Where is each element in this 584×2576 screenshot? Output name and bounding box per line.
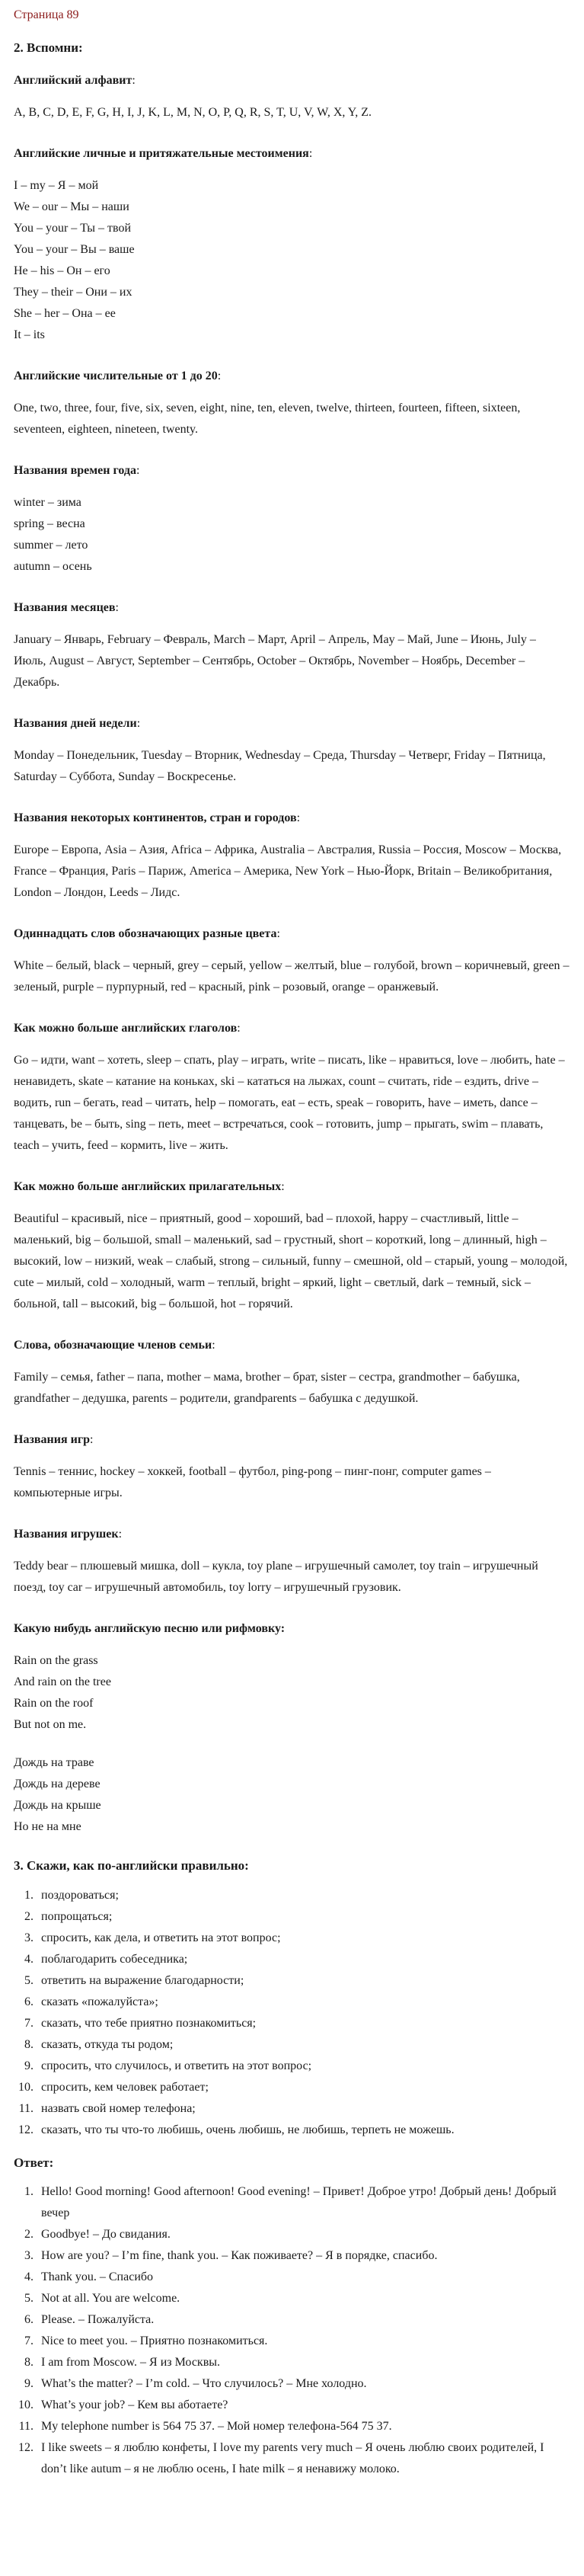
list-item: 2. Goodbye! – До свидания. [37, 2224, 570, 2245]
colors-heading: Одиннадцать слов обозначающих разные цвета: [14, 926, 280, 940]
poem-line: Дождь на траве [14, 1755, 94, 1769]
months-text: January – Январь, February – Февраль, March – Март, April – Апрель, May – Май, June – Июнь, July – Июль, August – Август, September – Сентябрь, October – Октябрь, November – Ноябрь, December – Декабрь. [14, 632, 536, 689]
list-item: 11. My telephone number is 564 75 37. – Мой номер телефона-564 75 37. [37, 2416, 570, 2437]
poem-line: And rain on the tree [14, 1675, 111, 1688]
alphabet-text: A, B, C, D, E, F, G, H, I, J, K, L, M, N, O, P, Q, R, S, T, U, V, W, X, Y, Z. [14, 105, 372, 119]
games-text: Tennis – теннис, hockey – хоккей, football – футбол, ping-pong – пинг-понг, computer games – компьютерные игры. [14, 1464, 491, 1499]
section-2-title: 2. Вспомни: [14, 40, 83, 55]
season-line: autumn – осень [14, 559, 92, 573]
pronoun-line: We – our – Мы – наши [14, 200, 129, 213]
season-line: winter – зима [14, 495, 81, 509]
list-item: 7. Nice to meet you. – Приятно познакомиться. [37, 2331, 570, 2352]
list-item: 2. попрощаться; [37, 1906, 570, 1928]
family-text: Family – семья, father – папа, mother – мама, brother – брат, sister – сестра, grandmother – бабушка, grandfather – дедушка, parents – родители, grandparents – бабушка с дедушкой. [14, 1370, 520, 1405]
pronouns-heading: Английские личные и притяжательные местоимения: [14, 146, 313, 160]
adjectives-text: Beautiful – красивый, nice – приятный, good – хороший, bad – плохой, happy – счастливый, little – маленький, big – большой, small – маленький, sad – грустный, short – короткий, long – длинный, high – высокий, low – низкий, weak – слабый, strong – сильный, funny – смешной, old – старый, young – молодой, cute – милый, cold – холодный, warm – теплый, bright – яркий, light – светлый, dark – темный, sick – больной, tall – высокий, big – большой, hot – горячий. [14, 1211, 568, 1310]
months-heading: Названия месяцев: [14, 600, 119, 614]
adjectives-heading: Как можно больше английских прилагательных: [14, 1179, 285, 1193]
poem-line: Rain on the roof [14, 1696, 94, 1710]
pronoun-line: They – their – Они – их [14, 285, 132, 299]
pronoun-line: You – your – Вы – ваше [14, 242, 135, 256]
verbs-text: Go – идти, want – хотеть, sleep – спать, play – играть, write – писать, like – нравиться, love – любить, hate – ненавидеть, skate – катание на коньках, ski – кататься на лыжах, count – считать, ride – ездить, drive – водить, run – бегать, read – читать, help – помогать, eat – есть, speak – говорить, have – иметь, dance – танцевать, be – быть, sing – петь, meet – встречаться, cook – готовить, jump – прыгать, swim – плавать, teach – учить, feed – кормить, live – жить. [14, 1053, 565, 1152]
family-heading: Слова, обозначающие членов семьи: [14, 1338, 215, 1352]
toys-heading: Названия игрушек: [14, 1527, 123, 1541]
pronoun-line: She – her – Она – ее [14, 306, 116, 320]
song-heading: Какую нибудь английскую песню или рифмовку: [14, 1621, 286, 1635]
season-line: spring – весна [14, 517, 85, 530]
pronoun-line: It – its [14, 328, 45, 341]
list-item: 1. поздороваться; [37, 1885, 570, 1906]
pronouns-list [14, 175, 570, 346]
list-item: 10. спросить, кем человек работает; [37, 2077, 570, 2098]
list-item: 8. сказать, откуда ты родом; [37, 2034, 570, 2056]
toys-text: Teddy bear – плюшевый мишка, doll – кукла, toy plane – игрушечный самолет, toy train – игрушечный поезд, toy car – игрушечный автомобиль, toy lorry – игрушечный грузовик. [14, 1559, 538, 1594]
list-item: 5. Not at all. You are welcome. [37, 2288, 570, 2309]
list-item: 6. сказать «пожалуйста»; [37, 1992, 570, 2013]
list-item: 4. Thank you. – Спасибо [37, 2267, 570, 2288]
list-item: 12. сказать, что ты что-то любишь, очень любишь, не любишь, терпеть не можешь. [37, 2120, 570, 2141]
colors-text: White – белый, black – черный, grey – серый, yellow – желтый, blue – голубой, brown – коричневый, green – зеленый, purple – пурпурный, red – красный, pink – розовый, orange – оранжевый. [14, 958, 570, 994]
poem-line: Дождь на дереве [14, 1777, 101, 1790]
page-label: Страница 89 [14, 8, 79, 21]
section-3-title: 3. Скажи, как по-английски правильно: [14, 1858, 249, 1873]
list-item: 11. назвать свой номер телефона; [37, 2098, 570, 2120]
poem-line: Но не на мне [14, 1819, 81, 1833]
song-russian [14, 1752, 570, 1838]
seasons-heading: Названия времен года: [14, 463, 140, 477]
season-line: summer – лето [14, 538, 88, 552]
list-item: 12. I like sweets – я люблю конфеты, I love my parents very much – Я очень люблю своих родителей, I don’t like autum – я не люблю осень, I hate milk – я ненавижу молоко. [37, 2437, 570, 2480]
list-item: 5. ответить на выражение благодарности; [37, 1970, 570, 1992]
task-list [14, 1885, 570, 2141]
answer-list [14, 2181, 570, 2480]
list-item: 1. Hello! Good morning! Good afternoon! Good evening! – Привет! Доброе утро! Добрый день! Добрый вечер [37, 2181, 570, 2224]
weekdays-heading: Названия дней недели: [14, 716, 141, 730]
list-item: 7. сказать, что тебе приятно познакомиться; [37, 2013, 570, 2034]
list-item: 8. I am from Moscow. – Я из Москвы. [37, 2352, 570, 2373]
poem-line: But not on me. [14, 1717, 87, 1731]
weekdays-text: Monday – Понедельник, Tuesday – Вторник, Wednesday – Среда, Thursday – Четверг, Friday – Пятница, Saturday – Суббота, Sunday – Воскресенье. [14, 748, 546, 783]
list-item: 10. What’s your job? – Кем вы аботаете? [37, 2395, 570, 2416]
pronoun-line: I – my – Я – мой [14, 178, 99, 192]
verbs-heading: Как можно больше английских глаголов: [14, 1021, 241, 1035]
places-heading: Названия некоторых континентов, стран и городов: [14, 811, 301, 824]
list-item: 3. How are you? – I’m fine, thank you. – Как поживаете? – Я в порядке, спасибо. [37, 2245, 570, 2267]
places-text: Europe – Европа, Asia – Азия, Africa – Африка, Australia – Австралия, Russia – Россия, Moscow – Москва, France – Франция, Paris – Париж, America – Америка, New York – Нью-Йорк, Britain – Великобритания, London – Лондон, Leeds – Лидс. [14, 843, 562, 899]
pronoun-line: You – your – Ты – твой [14, 221, 132, 235]
poem-line: Дождь на крыше [14, 1798, 101, 1812]
pronoun-line: He – his – Он – его [14, 264, 110, 277]
list-item: 9. спросить, что случилось, и ответить на этот вопрос; [37, 2056, 570, 2077]
song-english [14, 1650, 570, 1736]
seasons-list [14, 492, 570, 578]
games-heading: Названия игр: [14, 1432, 94, 1446]
list-item: 6. Please. – Пожалуйста. [37, 2309, 570, 2331]
list-item: 9. What’s the matter? – I’m cold. – Что случилось? – Мне холодно. [37, 2373, 570, 2395]
list-item: 4. поблагодарить собеседника; [37, 1949, 570, 1970]
poem-line: Rain on the grass [14, 1653, 98, 1667]
alphabet-heading: Английский алфавит: [14, 73, 136, 87]
numbers-text: One, two, three, four, five, six, seven, eight, nine, ten, eleven, twelve, thirteen, fourteen, fifteen, sixteen, seventeen, eighteen, nineteen, twenty. [14, 401, 521, 436]
list-item: 3. спросить, как дела, и ответить на этот вопрос; [37, 1928, 570, 1949]
numbers-heading: Английские числительные от 1 до 20: [14, 369, 222, 382]
answer-title: Ответ: [14, 2155, 54, 2170]
